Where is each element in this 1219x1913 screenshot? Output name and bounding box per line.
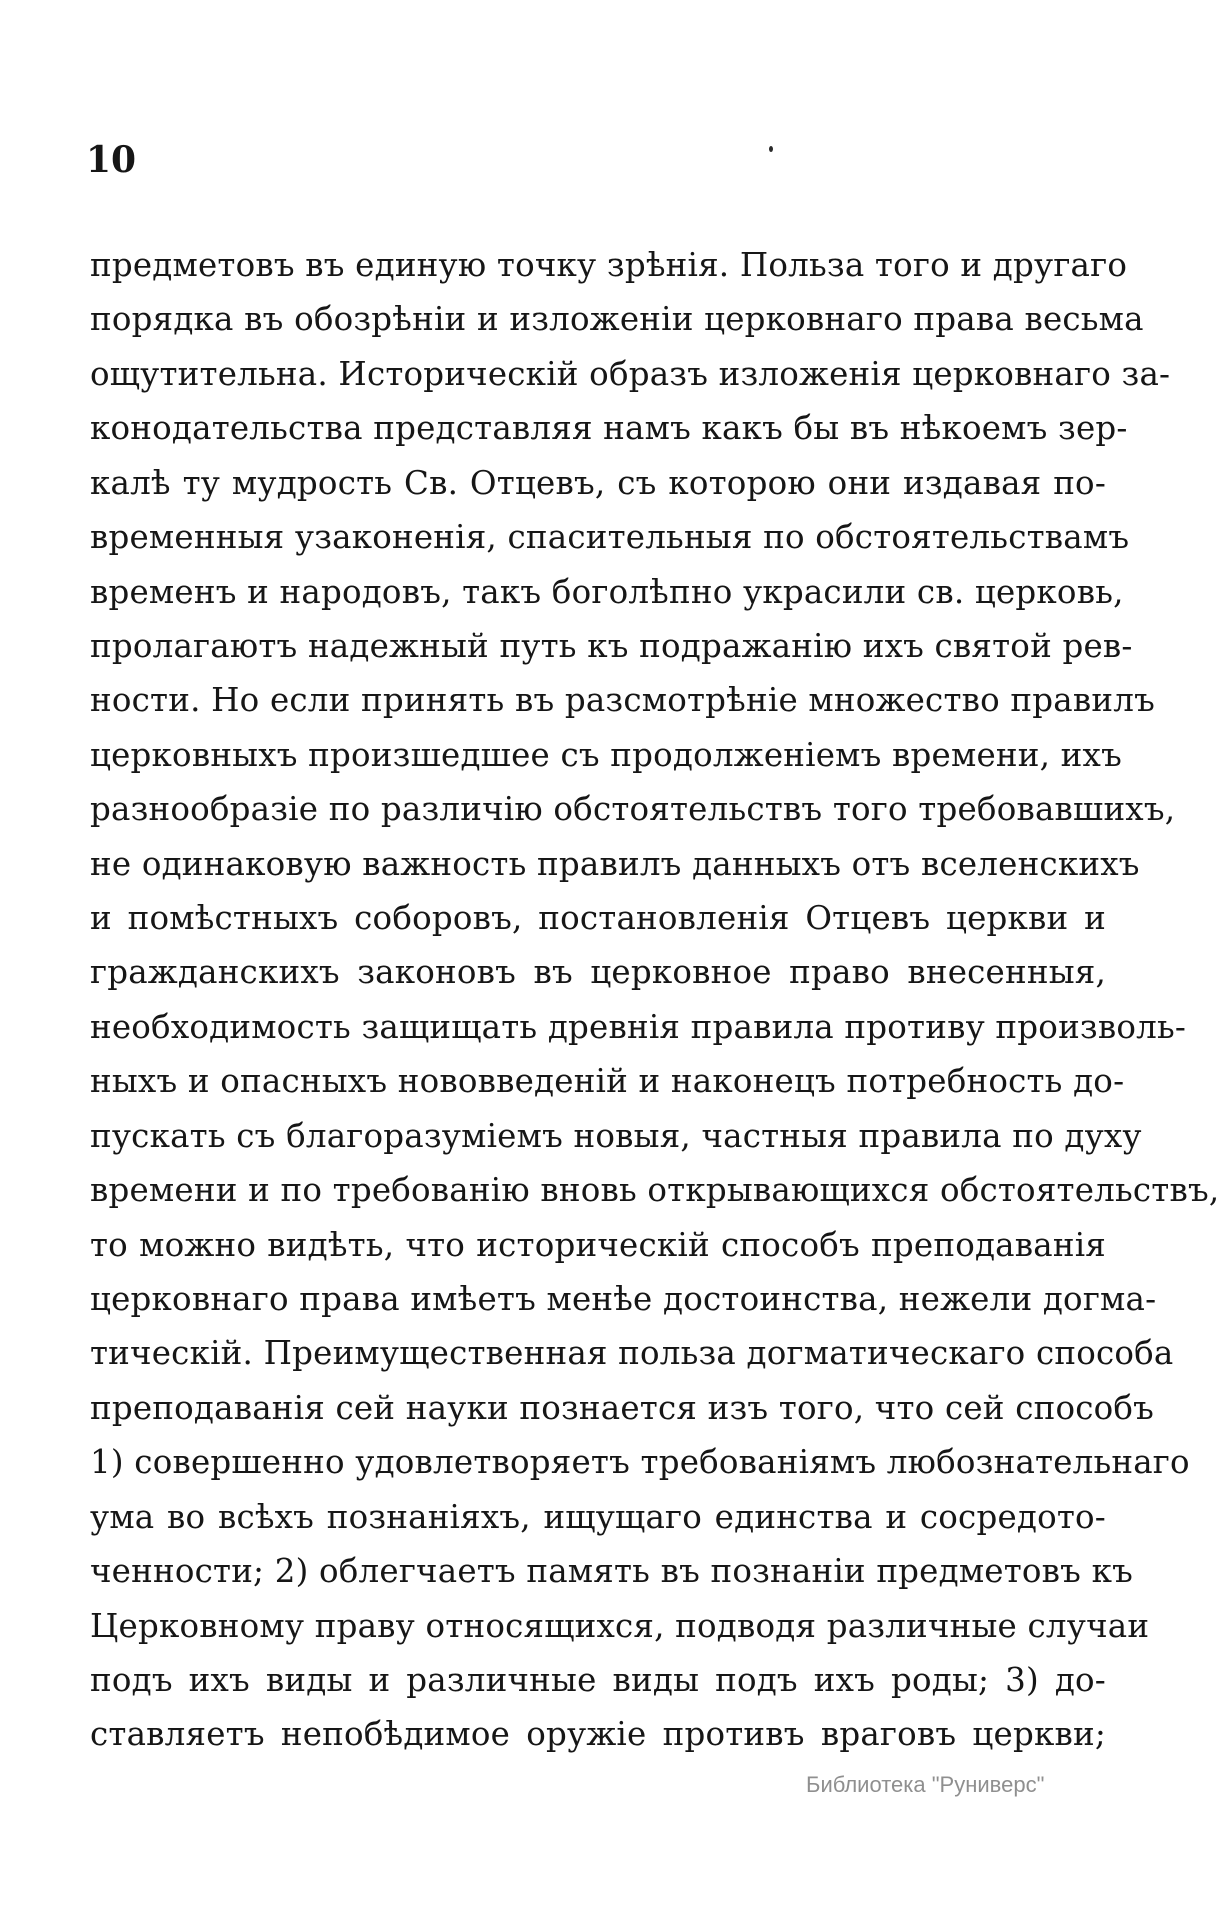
text-line: необходимость защищать древнія правила противу произволь-	[90, 1007, 1187, 1046]
text-line: Церковному праву относящихся, подводя различные случаи	[90, 1606, 1150, 1645]
text-line: временныя узаконенія, спасительныя по обстоятельствамъ	[90, 518, 1130, 557]
text-line: пускать съ благоразуміемъ новыя, частныя правила по духу	[90, 1116, 1142, 1155]
text-line: церковныхъ произшедшее съ продолженіемъ времени, ихъ	[90, 735, 1122, 774]
text-line: порядка въ обозрѣніи и изложеніи церковнаго права весьма	[90, 300, 1144, 339]
text-line: пролагаютъ надежный путь къ подражанію ихъ святой рев-	[90, 626, 1133, 665]
text-line: калѣ ту мудрость Св. Отцевъ, съ которою они издавая по-	[90, 463, 1106, 502]
text-line: то можно видѣть, что историческій способъ преподаванія	[90, 1225, 1106, 1264]
text-line: преподаванія сей науки познается изъ того, что сей способъ	[90, 1388, 1155, 1427]
text-line: тическій. Преимущественная польза догматическаго способа	[90, 1334, 1174, 1373]
text-line: ныхъ и опасныхъ нововведеній и наконецъ потребность до-	[90, 1062, 1125, 1101]
page-text	[90, 238, 1219, 1762]
text-line: церковнаго права имѣетъ менѣе достоинства, нежели догма-	[90, 1280, 1157, 1319]
text-line: разнообразіе по различію обстоятельствъ того требовавшихъ,	[90, 790, 1176, 829]
text-line: конодательства представляя намъ какъ бы въ нѣкоемъ зер-	[90, 409, 1128, 448]
text-line: ности. Но если принять въ разсмотрѣніе множество правилъ	[90, 681, 1155, 720]
text-line: временъ и народовъ, такъ боголѣпно украсили св. церковь,	[90, 572, 1124, 611]
text-line: ченности; 2) облегчаетъ память въ познаніи предметовъ къ	[90, 1552, 1133, 1591]
text-line: предметовъ въ единую точку зрѣнія. Польза того и другаго	[90, 246, 1128, 284]
text-line: времени и по требованію вновь открывающихся обстоятельствъ,	[90, 1171, 1219, 1210]
text-line: подъ ихъ виды и различные виды подъ ихъ роды; 3) до-	[90, 1660, 1106, 1699]
library-watermark: Библиотека "Руниверс"	[806, 1772, 1045, 1797]
text-line: ума во всѣхъ познаніяхъ, ищущаго единства и сосредото-	[90, 1497, 1106, 1536]
page-number: 10	[86, 139, 137, 181]
text-line: 1) совершенно удовлетворяетъ требованіямъ любознательнаго	[90, 1443, 1190, 1482]
text-line: и помѣстныхъ соборовъ, постановленія Отцевъ церкви и	[90, 899, 1106, 938]
text-line: гражданскихъ законовъ въ церковное право внесенныя,	[90, 953, 1106, 992]
text-line: ощутительна. Историческій образъ изложенія церковнаго за-	[90, 354, 1171, 393]
page-mark	[769, 146, 773, 152]
text-line: ставляетъ непобѣдимое оружіе противъ враговъ церкви;	[90, 1715, 1106, 1754]
text-line: не одинаковую важность правилъ данныхъ отъ вселенскихъ	[90, 844, 1140, 883]
